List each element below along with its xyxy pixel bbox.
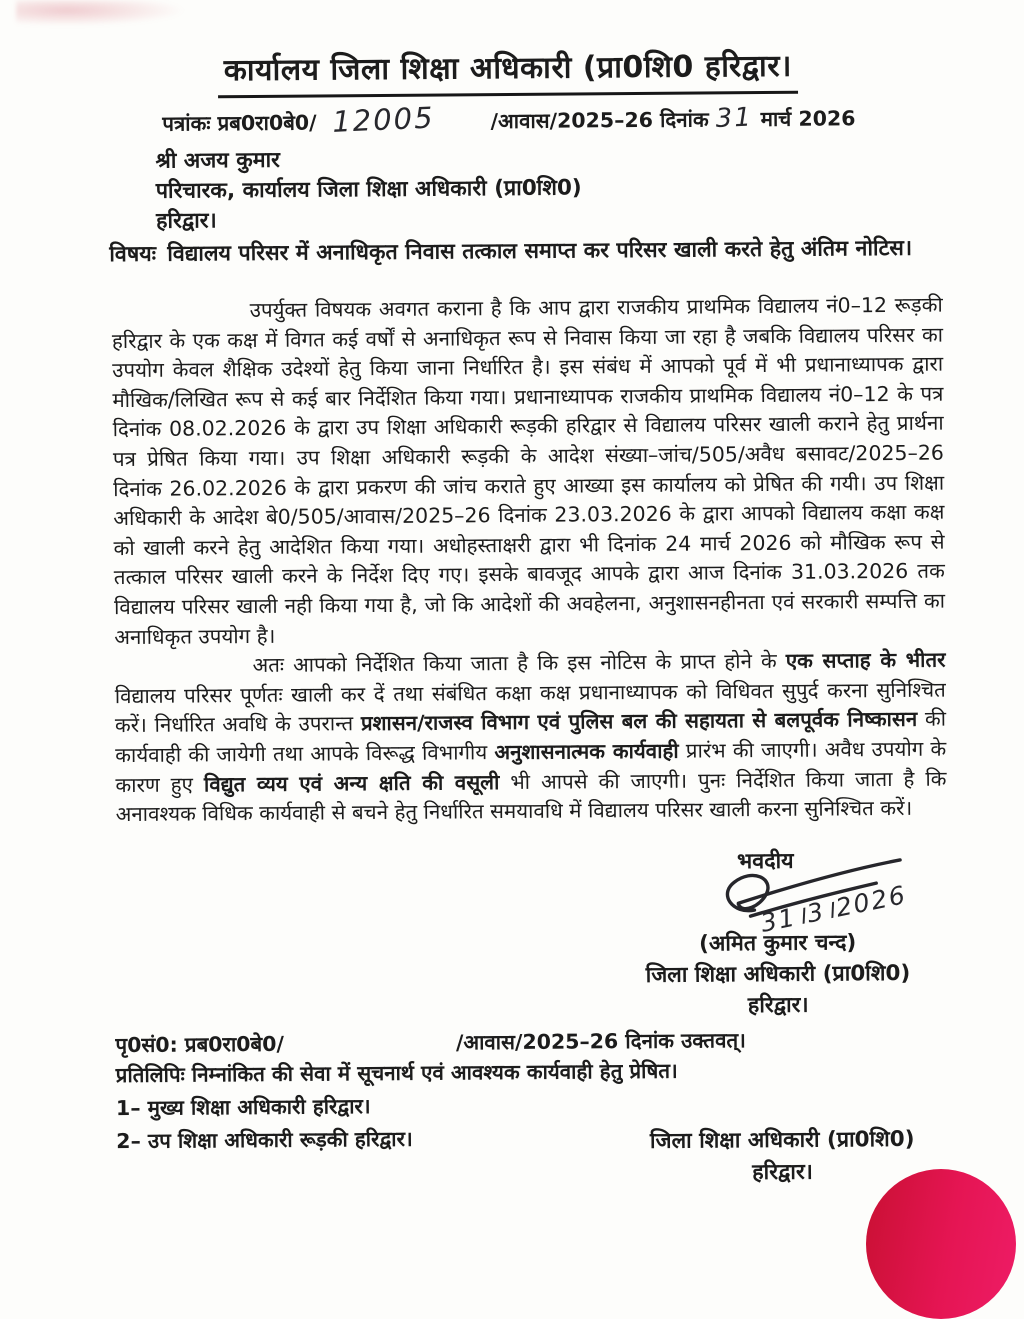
ref-day-handwritten: 31: [715, 102, 754, 135]
subject-text: विद्यालय परिसर में अनाधिकृत निवास तत्काल समाप्त कर परिसर खाली करते हेतु अंतिम नोटिस।: [167, 235, 913, 267]
signatory-name: (अमित कुमार चन्द): [699, 930, 857, 957]
letterhead: [0, 42, 1020, 100]
ps-label: पृ0सं0: प्रब0रा0बे0/: [115, 1031, 285, 1058]
letterhead-title: कार्यालय जिला शिक्षा अधिकारी (प्रा0शि0 हरिद्वार।: [218, 44, 798, 99]
footer-signatory-designation: जिला शिक्षा अधिकारी (प्रा0शि0): [649, 1126, 915, 1154]
body-paragraph-2: [114, 646, 946, 830]
ref-middle: /आवास/2025–26 दिनांक: [490, 107, 709, 134]
footer-signatory-place: हरिद्वार।: [752, 1159, 813, 1186]
ps-right: /आवास/2025–26 दिनांक उक्तवत्।: [455, 1028, 746, 1055]
ref-month-year: मार्च 2026: [760, 106, 856, 132]
reference-line: [162, 97, 984, 137]
body-text: भी आपसे की जाएगी। पुनः निर्देशित किया जाता है कि अनावश्यक विधिक कार्यवाही से बचने हेतु निर्धारित समयावधि में विद्यालय परिसर खाली करना सुनिश्चित करें।: [115, 766, 947, 827]
body-text: अतः आपको निर्देशित किया जाता है कि इस नोटिस के प्राप्त होने के: [252, 648, 786, 678]
emphasis-text: एक सप्ताह के भीतर: [785, 647, 946, 673]
addressee-designation: परिचारक, कार्यालय जिला शिक्षा अधिकारी (प्रा0शि0): [155, 175, 582, 204]
signatory-designation: जिला शिक्षा अधिकारी (प्रा0शि0): [645, 960, 911, 988]
red-circle-badge: [866, 1169, 1016, 1319]
copy-intro-line: प्रतिलिपिः निम्नांकित की सेवा में सूचनार्थ एवं आवश्यक कार्यवाही हेतु प्रेषित।: [115, 1058, 678, 1088]
copy-list: [116, 1090, 413, 1157]
body-text: की कार्यवाही की जायेगी तथा आपके विरूद्ध विभागीय: [115, 706, 947, 768]
ref-label: पत्रांकः प्रब0रा0बे0/: [162, 110, 317, 136]
closing-salutation: भवदीय: [736, 848, 794, 875]
subject-label: विषयः: [109, 241, 157, 268]
signature-date-handwritten: 31।3।2026: [758, 880, 910, 938]
emphasis-text: प्रशासन/राजस्व विभाग एवं पुलिस बल की सहायता से बलपूर्वक निष्कासन: [360, 707, 918, 736]
addressee-name: श्री अजय कुमार: [155, 147, 281, 174]
ps-number-line: [115, 1026, 746, 1059]
copy-list-item: 1– मुख्य शिक्षा अधिकारी हरिद्वार।: [115, 1094, 371, 1121]
addressee-block: [155, 143, 582, 236]
signatory-block: [608, 927, 949, 1023]
copy-list-item: 2– उप शिक्षा अधिकारी रूड़की हरिद्वार।: [116, 1126, 413, 1153]
body-paragraph-1: उपर्युक्त विषयक अवगत कराना है कि आप द्वारा राजकीय प्राथमिक विद्यालय नं0–12 रूड़की हरिद्वार के एक कक्ष में विगत कई वर्षों से अनाधिकृत रूप से निवास किया जा रहा है जबकि विद्यालय परिसर का उपयोग केवल शैक्षिक उदेश्यों हेतु किया जाना निर्धारित है। इस संबंध में आपको पूर्व में भी प्रधानाध्यापक द्वारा मौखिक/लिखित रूप से कई बार निर्देशित किया गया। प्रधानाध्यापक राजकीय प्राथमिक विद्यालय नं0–12 के पत्र दिनांक 08.02.2026 के द्वारा उप शिक्षा अधिकारी रूड़की हरिद्वार से विद्यालय परिसर खाली कराने हेतु प्रार्थना पत्र प्रेषित किया गया। उप शिक्षा अधिकारी रूड़की के आदेश संख्या–जांच/505/अवैध बसावट/2025–26 दिनांक 26.02.2026 के द्वारा प्रकरण की जांच कराते हुए आख्या इस कार्यालय को प्रेषित की गयी। उप शिक्षा अधिकारी के आदेश बे0/505/आवास/2025–26 दिनांक 23.03.2026 के द्वारा आपको विद्यालय कक्षा कक्ष को खाली करने हेतु आदेशित किया गया। अधोहस्ताक्षरी द्वारा भी दिनांक 24 मार्च 2026 को मौखिक रूप से तत्काल परिसर खाली करने के निर्देश दिए गए। इसके बावजूद आपके द्वारा आज दिनांक 31.03.2026 तक विद्यालय परिसर खाली नही किया गया है, जो कि आदेशों की अवहेलना, अनुशासनहीनता एवं सरकारी सम्पत्ति का अनाधिकृत उपयोग है।: [111, 292, 946, 649]
subject-line: [109, 233, 959, 270]
emphasis-text: विद्युत व्यय एवं अन्य क्षति की वसूली: [203, 769, 500, 796]
emphasis-text: अनुशासनात्मक कार्यवाही: [494, 738, 679, 765]
signatory-place: हरिद्वार।: [747, 992, 809, 1019]
body-text: प्रारंभ की जाएगी। अवैध उपयोग के कारण हुए: [115, 736, 947, 797]
ref-number-handwritten: 12005: [331, 100, 436, 139]
letter-body: [112, 291, 947, 830]
addressee-place: हरिद्वार।: [155, 208, 217, 234]
body-text: विद्यालय परिसर पूर्णतः खाली कर दें तथा संबंधित कक्षा कक्ष प्रधानाध्यापक को विधिवत सुपुर्द करना सुनिश्चित करें। निर्धारित अवधि के उपरान्त: [114, 677, 946, 738]
